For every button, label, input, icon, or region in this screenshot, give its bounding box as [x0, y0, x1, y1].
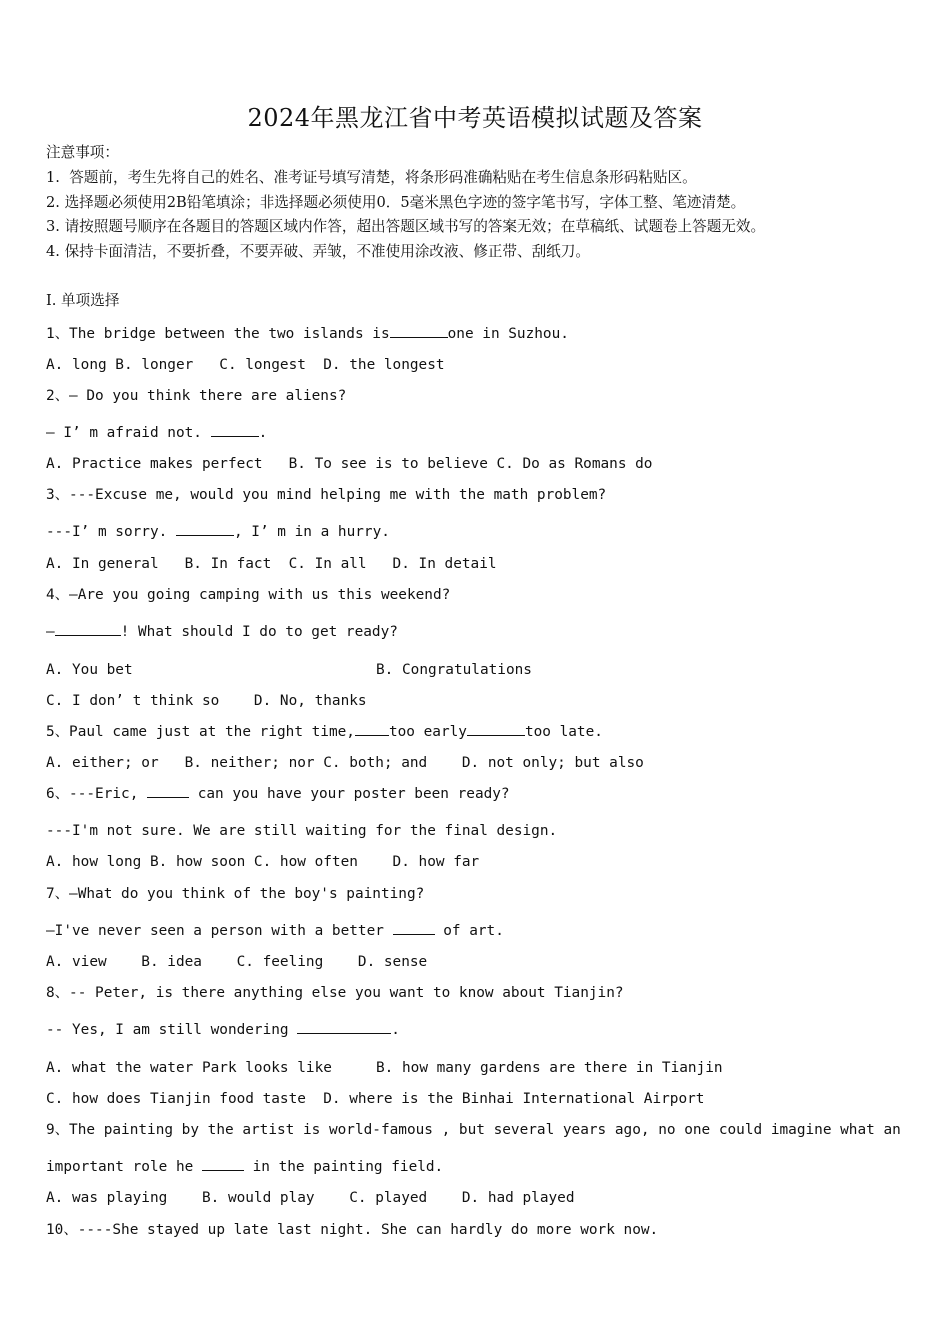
q5-options: A. either; or B. neither; nor C. both; and D. not only; but also	[46, 755, 644, 771]
q6-stem: 6、---Eric,	[46, 786, 148, 802]
q8-reply-end: .	[391, 1022, 400, 1038]
answer-blank	[211, 424, 259, 437]
notice-item: 2. 选择题必须使用2B铅笔填涂；非选择题必须使用0．5毫米黑色字迹的签字笔书写，字体工整、笔迹清楚。	[46, 194, 746, 211]
q3-reply	[46, 523, 390, 541]
q5-stem-end: too late.	[524, 724, 603, 740]
answer-blank	[297, 1021, 391, 1034]
notice-item: 1. 答题前，考生先将自己的姓名、准考证号填写清楚，将条形码准确粘贴在考生信息条形码粘贴区。	[46, 169, 697, 186]
q9-options: A. was playing B. would play C. played D. had played	[46, 1190, 575, 1206]
question-3: 3、---Excuse me, would you mind helping me with the math problem?	[46, 487, 607, 503]
question-4: 4、—Are you going camping with us this weekend?	[46, 587, 451, 603]
question-1	[46, 325, 569, 343]
q3-reply-text: ---I’ m sorry.	[46, 524, 176, 540]
q2-reply	[46, 424, 267, 442]
q8-options-ab	[46, 1059, 746, 1077]
notice-item: 3. 请按照题号顺序在各题目的答题区域内作答，超出答题区域书写的答案无效；在草稿纸、试题卷上答题无效。	[46, 218, 766, 235]
section-heading: Ⅰ. 单项选择	[46, 292, 120, 309]
question-5	[46, 723, 603, 741]
q5-stem: 5、Paul came just at the right time,	[46, 724, 355, 740]
q4-options-cd: C. I don’ t think so D. No, thanks	[46, 693, 367, 709]
q2-reply-text: — I’ m afraid not.	[46, 425, 211, 441]
q4-option-b: B. Congratulations	[376, 662, 532, 678]
q9-stem-text: important role he	[46, 1159, 202, 1175]
q6-stem-end: can you have your poster been ready?	[189, 786, 510, 802]
answer-blank	[147, 785, 189, 798]
q6-options: A. how long B. how soon C. how often D. how far	[46, 854, 480, 870]
answer-blank	[393, 922, 435, 935]
notice-heading: 注意事项：	[46, 144, 119, 161]
q4-reply-text: —	[46, 624, 55, 640]
q8-reply	[46, 1021, 400, 1039]
q7-reply-end: of art.	[434, 923, 504, 939]
answer-blank	[176, 523, 234, 536]
page-title: 2024年黑龙江省中考英语模拟试题及答案	[247, 104, 703, 132]
answer-blank	[467, 723, 525, 736]
q1-stem-end: one in Suzhou.	[447, 326, 569, 342]
q7-options: A. view B. idea C. feeling D. sense	[46, 954, 428, 970]
q8-reply-text: -- Yes, I am still wondering	[46, 1022, 298, 1038]
question-6	[46, 785, 510, 803]
q7-reply	[46, 922, 504, 940]
q8-option-a: A. what the water Park looks like	[46, 1060, 332, 1076]
q8-options-cd: C. how does Tianjin food taste D. where is the Binhai International Airport	[46, 1091, 705, 1107]
q9-stem-end: in the painting field.	[243, 1159, 444, 1175]
question-7: 7、—What do you think of the boy's painting?	[46, 886, 425, 902]
answer-blank	[355, 723, 389, 736]
q4-reply-end: ! What should I do to get ready?	[120, 624, 398, 640]
q2-reply-end: .	[258, 425, 268, 441]
answer-blank	[55, 623, 121, 636]
answer-blank	[202, 1158, 244, 1171]
q6-reply: ---I'm not sure. We are still waiting for the final design.	[46, 823, 558, 839]
q5-stem-mid: too early	[388, 724, 467, 740]
question-10: 10、----She stayed up late last night. She can hardly do more work now.	[46, 1222, 659, 1238]
question-9: 9、The painting by the artist is world-famous , but several years ago, no one could imagine what an	[46, 1122, 901, 1138]
notice-item: 4. 保持卡面清洁，不要折叠，不要弄破、弄皱，不准使用涂改液、修正带、刮纸刀。	[46, 243, 590, 260]
question-2: 2、— Do you think there are aliens?	[46, 388, 347, 404]
q3-reply-end: , I’ m in a hurry.	[233, 524, 390, 540]
q4-option-a: A. You bet	[46, 662, 133, 678]
q7-reply-text: —I've never seen a person with a better	[46, 923, 393, 939]
q2-options: A. Practice makes perfect B. To see is to believe C. Do as Romans do	[46, 456, 653, 472]
q4-options-ab	[46, 661, 746, 679]
q1-stem: 1、The bridge between the two islands is	[46, 326, 390, 342]
answer-blank	[390, 325, 448, 338]
q3-options: A. In general B. In fact C. In all D. In detail	[46, 556, 497, 572]
question-8: 8、-- Peter, is there anything else you want to know about Tianjin?	[46, 985, 624, 1001]
q1-options: A. long B. longer C. longest D. the longest	[46, 357, 445, 373]
q8-option-b: B. how many gardens are there in Tianjin	[376, 1060, 723, 1076]
q9-stem-cont	[46, 1158, 443, 1176]
q4-reply	[46, 623, 398, 641]
